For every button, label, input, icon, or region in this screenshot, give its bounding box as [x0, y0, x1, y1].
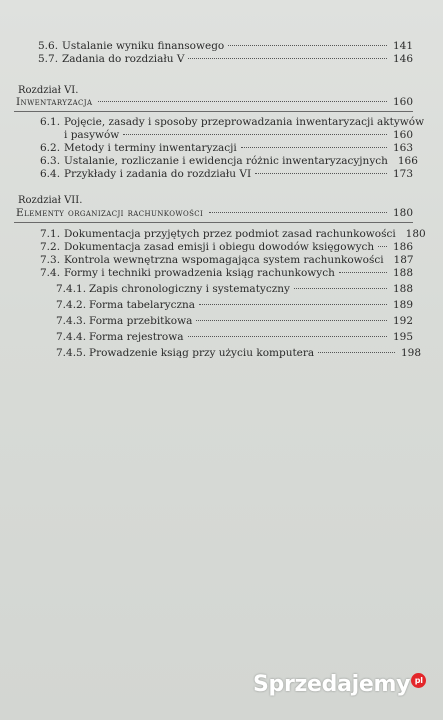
entry-number: 6.2.: [40, 142, 61, 154]
entry-page: 166: [397, 155, 418, 167]
toc-entry-6-3: [40, 155, 418, 168]
chapter-title: [16, 207, 413, 220]
dot-leader: [255, 173, 387, 174]
dot-leader: [209, 212, 387, 213]
dot-leader: [188, 336, 387, 337]
entry-title: Kontrola wewnętrzna wspomagająca system rachunkowości: [64, 254, 384, 266]
chapter-title-text: Inwentaryzacja: [16, 96, 93, 108]
toc-entry-7-4-5: [56, 347, 421, 360]
entry-title: Przykłady i zadania do rozdziału VI: [64, 168, 252, 180]
dot-leader: [318, 352, 395, 353]
entry-title-cont: i pasywów: [64, 129, 120, 141]
entry-number: 6.4.: [40, 168, 61, 180]
toc-entry-7-4-3: [56, 315, 413, 328]
entry-title: Zapis chronologiczny i systematyczny: [89, 283, 290, 295]
entry-title: Forma rejestrowa: [89, 331, 184, 343]
toc-entry-6-1-cont: [64, 129, 413, 142]
entry-number: 6.1.: [40, 116, 61, 128]
toc-entry-7-4-2: [56, 299, 413, 312]
dot-leader: [188, 58, 387, 59]
toc-entry-6-1: [40, 116, 425, 129]
entry-number: 7.4.2.: [56, 299, 87, 311]
entry-title: Zadania do rozdziału V: [62, 53, 185, 65]
entry-title: Prowadzenie ksiąg przy użyciu komputera: [89, 347, 315, 359]
dot-leader: [199, 304, 387, 305]
entry-number: 6.3.: [40, 155, 61, 167]
entry-page: 188: [392, 283, 413, 295]
dot-leader: [228, 45, 387, 46]
chapter-title-text: Elementy organizacji rachunkowości: [16, 207, 204, 219]
entry-title: Ustalanie, rozliczanie i ewidencja różnic inwentaryzacyjnych: [64, 155, 388, 167]
entry-page: 163: [392, 142, 413, 154]
entry-title: Pojęcie, zasady i sposoby przeprowadzania inwentaryzacji aktywów: [64, 116, 425, 128]
entry-title: Forma przebitkowa: [89, 315, 193, 327]
entry-page: 195: [392, 331, 413, 343]
toc-entry-6-4: [40, 168, 413, 181]
entry-page: 141: [392, 40, 413, 52]
dot-leader: [196, 320, 387, 321]
watermark-badge: pl: [411, 673, 426, 688]
toc-entry-7-4-1: [56, 283, 413, 296]
chapter-page: 160: [392, 96, 413, 108]
entry-number: 7.4.4.: [56, 331, 87, 343]
entry-page: 198: [400, 347, 421, 359]
toc-entry-7-3: [40, 254, 413, 267]
site-watermark: [253, 672, 426, 697]
entry-title: Formy i techniki prowadzenia ksiąg rachunkowych: [64, 267, 335, 279]
entry-number: 7.3.: [40, 254, 61, 266]
chapter-title: [16, 96, 413, 109]
chapter-label: Rozdział VI.: [18, 85, 79, 96]
chapter-page: 180: [392, 207, 413, 219]
entry-page: 187: [393, 254, 414, 266]
entry-number: 7.2.: [40, 241, 61, 253]
entry-page: 189: [392, 299, 413, 311]
toc-entry-7-1: [40, 228, 426, 241]
entry-number: 7.4.5.: [56, 347, 87, 359]
toc-entry-5-7: [38, 53, 413, 66]
dot-leader: [339, 272, 387, 273]
entry-page: 180: [405, 228, 426, 240]
watermark-text: Sprzedajemy: [253, 672, 411, 697]
entry-page: 160: [392, 129, 413, 141]
entry-number: 7.4.1.: [56, 283, 87, 295]
toc-entry-6-2: [40, 142, 413, 155]
toc-entry-7-2: [40, 241, 413, 254]
entry-number: 7.4.: [40, 267, 61, 279]
entry-title: Metody i terminy inwentaryzacji: [64, 142, 237, 154]
dot-leader: [98, 101, 386, 102]
entry-page: 186: [392, 241, 413, 253]
entry-title: Dokumentacja zasad emisji i obiegu dowodów księgowych: [64, 241, 375, 253]
entry-number: 5.6.: [38, 40, 59, 52]
entry-page: 173: [392, 168, 413, 180]
entry-title: Ustalanie wyniku finansowego: [62, 40, 225, 52]
dot-leader: [123, 134, 387, 135]
chapter-rule: [14, 222, 413, 223]
entry-page: 146: [392, 53, 413, 65]
chapter-label: Rozdział VII.: [18, 195, 83, 206]
dot-leader: [241, 147, 387, 148]
chapter-rule: [14, 111, 413, 112]
entry-number: 7.4.3.: [56, 315, 87, 327]
dot-leader: [294, 288, 387, 289]
entry-page: 192: [392, 315, 413, 327]
entry-number: 7.1.: [40, 228, 61, 240]
entry-number: 5.7.: [38, 53, 59, 65]
toc-entry-7-4: [40, 267, 413, 280]
entry-page: 188: [392, 267, 413, 279]
toc-entry-5-6: [38, 40, 413, 53]
dot-leader: [378, 246, 387, 247]
toc-entry-7-4-4: [56, 331, 413, 344]
entry-title: Dokumentacja przyjętych przez podmiot zasad rachunkowości: [64, 228, 396, 240]
entry-title: Forma tabelaryczna: [89, 299, 196, 311]
